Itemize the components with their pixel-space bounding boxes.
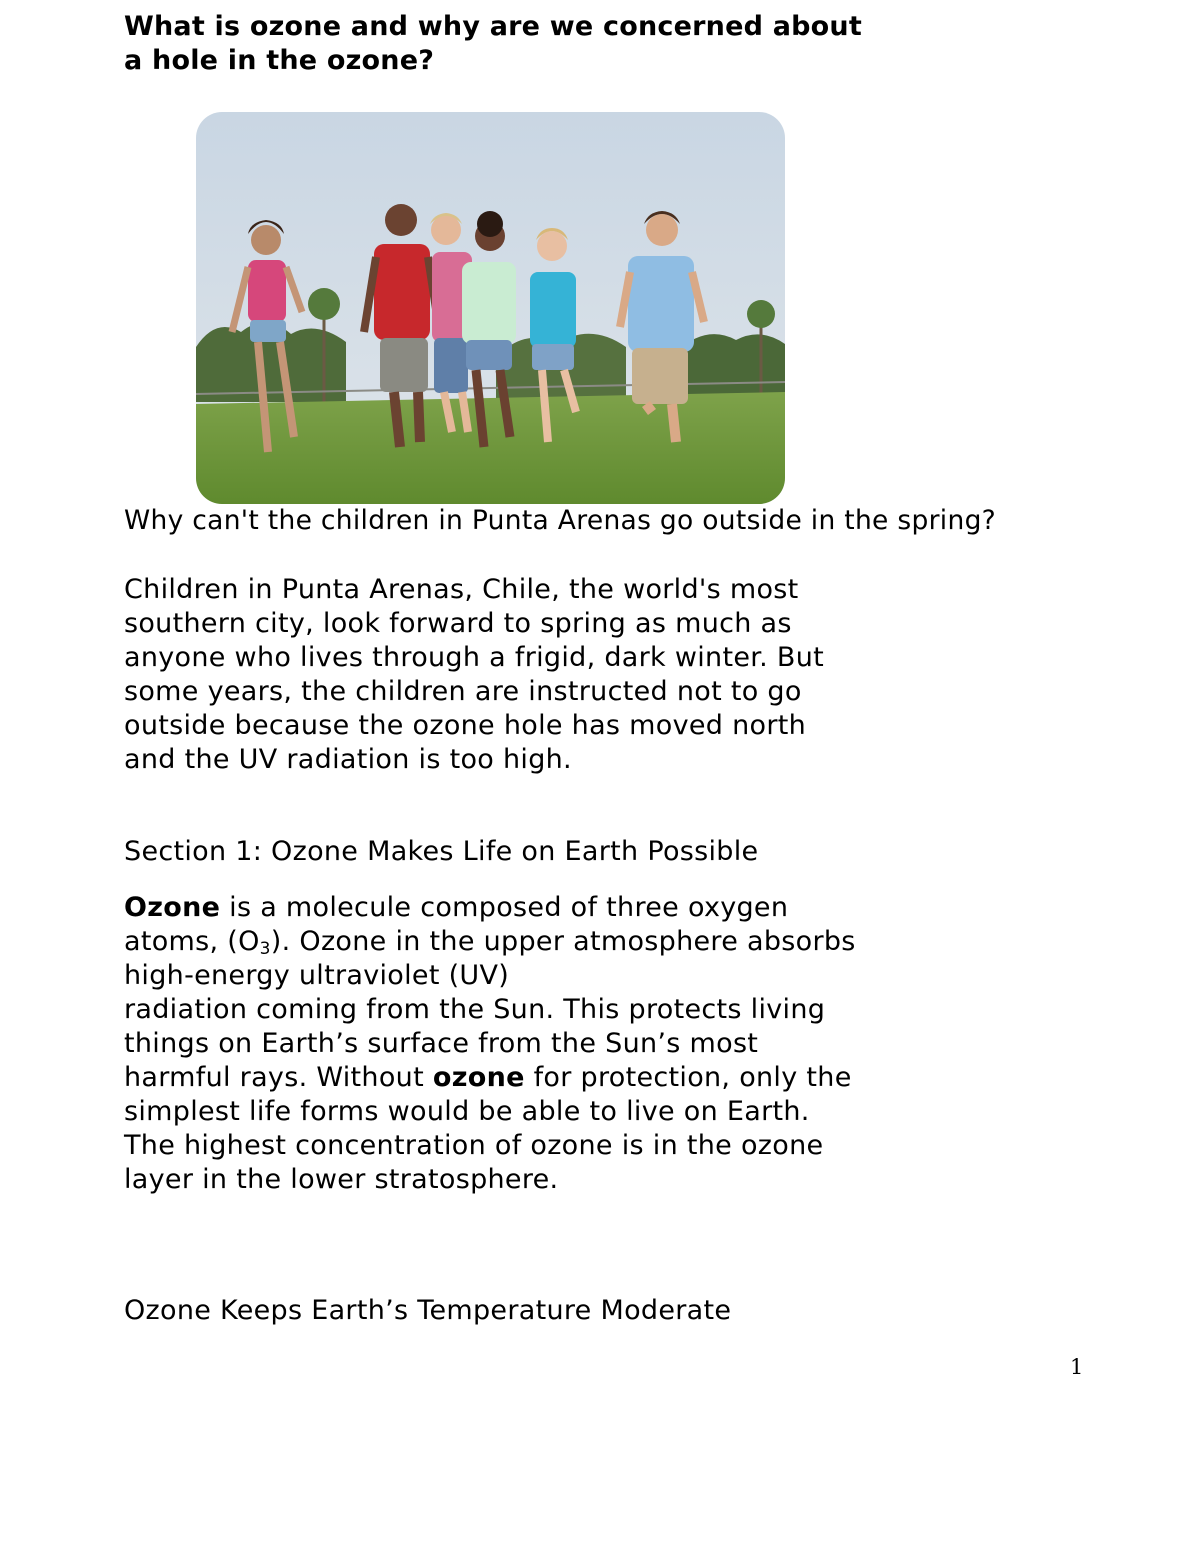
page-number: 1	[1070, 1355, 1084, 1379]
intro-paragraph: Children in Punta Arenas, Chile, the world's most southern city, look forward to spring as much as anyone who lives through a frigid, dark winter. But some years, the children are instructed not to go outside because the ozone hole has moved north and the UV radiation is too high.	[124, 574, 825, 775]
section-2-heading: Ozone Keeps Earth’s Temperature Moderate	[124, 1295, 732, 1326]
paragraph-text-d: for protection, only the simplest life forms would be able to live on Earth. The highest concentration of ozone is in the ozone layer in the lower stratosphere.	[124, 1062, 852, 1195]
title-line-1: What is ozone and why are we concerned about	[124, 11, 862, 42]
question-text: Why can't the children in Punta Arenas go outside in the spring?	[124, 505, 997, 536]
title-line-2: a hole in the ozone?	[124, 45, 435, 76]
subscript-3: 3	[259, 939, 271, 959]
children-running-photo	[196, 112, 785, 504]
section-1-paragraph	[124, 891, 864, 1197]
bold-term-ozone: Ozone	[124, 892, 221, 923]
section-1-heading: Section 1: Ozone Makes Life on Earth Possible	[124, 836, 759, 867]
paragraph-text-a: is a molecule composed of three oxygen atoms, (O	[124, 892, 789, 957]
bold-term-ozone-2: ozone	[432, 1062, 525, 1093]
paragraph-text-b: ). Ozone in the upper atmosphere absorbs high-energy ultraviolet (UV)	[124, 926, 856, 991]
page-title	[124, 10, 862, 78]
paragraph-text-c: radiation coming from the Sun. This protects living things on Earth’s surface from the Sun’s most harmful rays. Without	[124, 994, 826, 1093]
